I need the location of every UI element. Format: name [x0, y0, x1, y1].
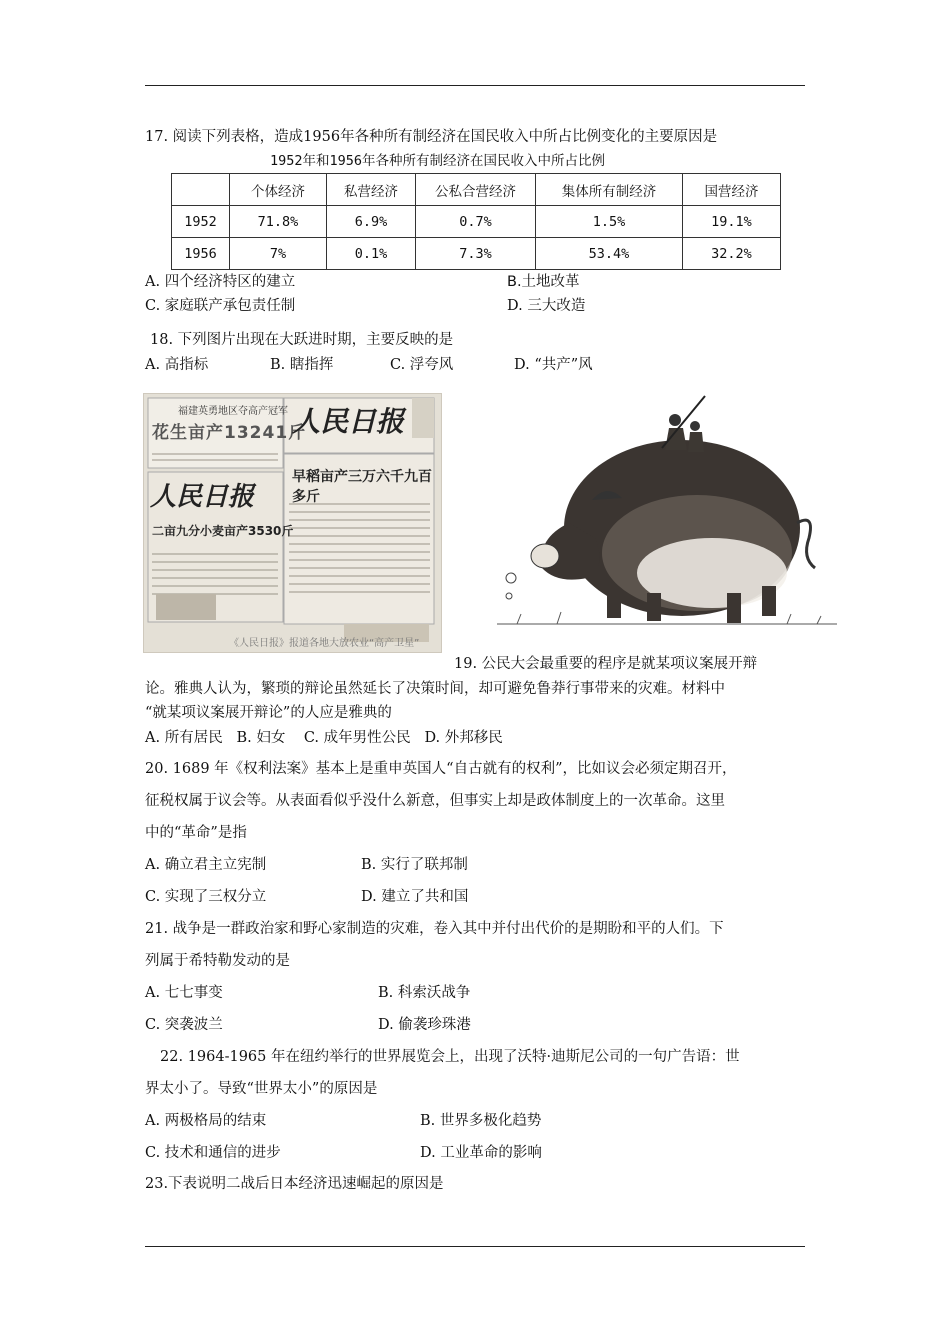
photo-headline-1: 福建英勇地区夺高产冠军 [178, 406, 288, 417]
q21-option-a: A. 七七事变 [145, 985, 223, 1001]
table-header-cell: 个体经济 [230, 174, 327, 206]
photo-headline-2: 花生亩产13241斤 [152, 423, 307, 443]
pig-illustration [497, 388, 837, 644]
table-cell: 71.8% [230, 206, 327, 238]
table-cell: 0.7% [416, 206, 536, 238]
q21-option-b: B. 科索沃战争 [378, 985, 471, 1001]
bottom-rule [145, 1246, 805, 1247]
q18-option-c: C. 浮夸风 [390, 357, 454, 373]
table-header-cell: 公私合营经济 [416, 174, 536, 206]
q19-line-3: “就某项议案展开辩论”的人应是雅典的 [145, 705, 392, 721]
q21-line-1: 21. 战争是一群政治家和野心家制造的灾难，卷入其中并付出代价的是期盼和平的人们。下 [145, 921, 724, 937]
table-cell: 1952 [172, 206, 230, 238]
table-cell: 7% [230, 238, 327, 270]
q19-line-2: 论。雅典人认为，繁琐的辩论虽然延长了决策时间，却可避免鲁莽行事带来的灾难。材料中 [145, 681, 725, 697]
newspaper-photo [143, 393, 442, 653]
table-row [172, 238, 781, 270]
q18-option-d: D. “共产”风 [514, 357, 593, 373]
q20-option-d: D. 建立了共和国 [361, 889, 469, 905]
table-header-cell: 集体所有制经济 [536, 174, 683, 206]
q20-line-3: 中的“革命”是指 [145, 825, 247, 841]
q22-line-1: 22. 1964-1965 年在纽约举行的世界展览会上，出现了沃特·迪斯尼公司的一句广告语：世 [160, 1049, 740, 1065]
table-cell: 1.5% [536, 206, 683, 238]
table-cell: 19.1% [683, 206, 781, 238]
table-cell: 0.1% [327, 238, 416, 270]
photo-headline-3: 早稻亩产三万六千九百多斤 [292, 469, 432, 505]
q21-option-c: C. 突袭波兰 [145, 1017, 223, 1033]
q22-line-2: 界太小了。导致“世界太小”的原因是 [145, 1081, 378, 1097]
q20-line-1: 20. 1689 年《权利法案》基本上是重申英国人“自古就有的权利”，比如议会必须定期召开， [145, 761, 737, 777]
table-cell: 32.2% [683, 238, 781, 270]
q19-options: A. 所有居民 B. 妇女 C. 成年男性公民 D. 外邦移民 [145, 730, 503, 746]
q17-option-a: A. 四个经济特区的建立 [145, 274, 296, 290]
photo-masthead-2: 人民日报 [150, 482, 255, 512]
q17-option-b: B.土地改革 [507, 274, 580, 290]
q17-stem: 17. 阅读下列表格，造成1956年各种所有制经济在国民收入中所占比例变化的主要原因是 [145, 129, 718, 145]
table-cell: 7.3% [416, 238, 536, 270]
q18-option-b: B. 瞎指挥 [270, 357, 334, 373]
table-header-cell: 国营经济 [683, 174, 781, 206]
q22-option-d: D. 工业革命的影响 [420, 1145, 542, 1161]
q22-option-a: A. 两极格局的结束 [145, 1113, 267, 1129]
giant-pig-cartoon [497, 388, 837, 644]
table-header-cell [172, 174, 230, 206]
photo-caption: 《人民日报》报道各地大放农业“高产卫星” [229, 638, 420, 649]
q20-option-c: C. 实现了三权分立 [145, 889, 267, 905]
q17-option-c: C. 家庭联产承包责任制 [145, 298, 296, 314]
q23-stem: 23.下表说明二战后日本经济迅速崛起的原因是 [145, 1176, 444, 1192]
table-cell: 53.4% [536, 238, 683, 270]
table-header-row [172, 174, 781, 206]
q19-line-1: 19. 公民大会最重要的程序是就某项议案展开辩 [454, 656, 758, 672]
q17-option-d: D. 三大改造 [507, 298, 586, 314]
table-header-cell: 私营经济 [327, 174, 416, 206]
table-cell: 6.9% [327, 206, 416, 238]
economy-table [171, 173, 781, 270]
photo-headline-4: 二亩九分小麦亩产3530斤 [152, 524, 294, 538]
q18-option-a: A. 高指标 [145, 357, 209, 373]
table-cell: 1956 [172, 238, 230, 270]
q21-option-d: D. 偷袭珍珠港 [378, 1017, 471, 1033]
q20-option-a: A. 确立君主立宪制 [145, 857, 267, 873]
q22-option-c: C. 技术和通信的进步 [145, 1145, 281, 1161]
photo-masthead-1: 人民日报 [292, 405, 405, 438]
q22-option-b: B. 世界多极化趋势 [420, 1113, 542, 1129]
q20-option-b: B. 实行了联邦制 [361, 857, 468, 873]
top-rule [145, 85, 805, 86]
table-row [172, 206, 781, 238]
q18-stem: 18. 下列图片出现在大跃进时期，主要反映的是 [150, 332, 454, 348]
table-title: 1952年和1956年各种所有制经济在国民收入中所占比例 [270, 153, 606, 169]
q20-line-2: 征税权属于议会等。从表面看似乎没什么新意，但事实上却是政体制度上的一次革命。这里 [145, 793, 725, 809]
q21-line-2: 列属于希特勒发动的是 [145, 953, 290, 969]
